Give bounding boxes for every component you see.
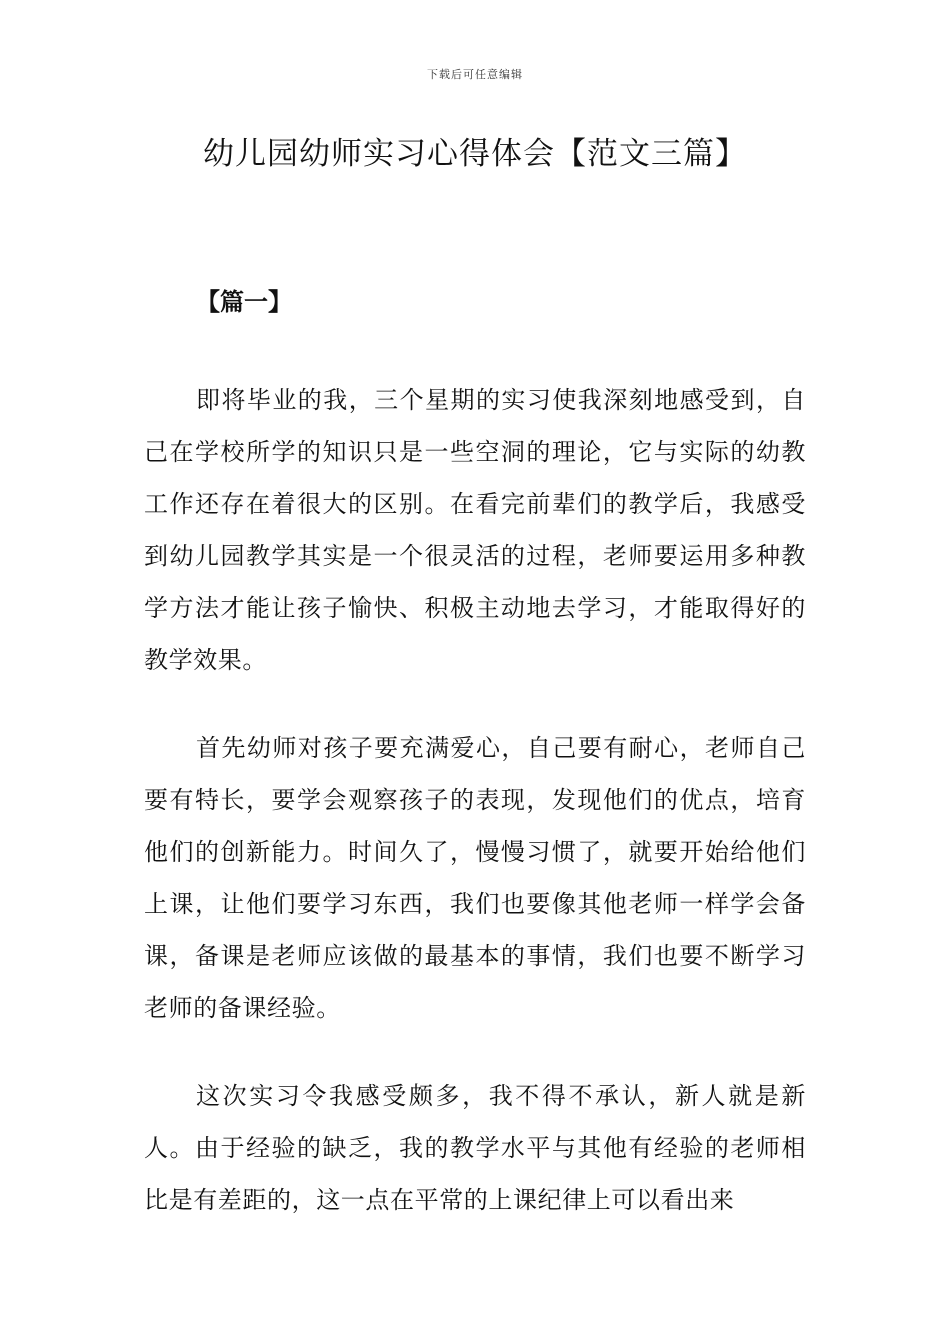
paragraph-3: 这次实习令我感受颇多，我不得不承认，新人就是新人。由于经验的缺乏，我的教学水平与其他有经验的老师相比是有差距的，这一点在平常的上课纪律上可以看出来 xyxy=(144,1082,806,1214)
header-note: 下载后可任意编辑 xyxy=(427,68,523,81)
section-heading: 【篇一】 xyxy=(196,288,292,316)
paragraph-1: 即将毕业的我，三个星期的实习使我深刻地感受到，自己在学校所学的知识只是一些空洞的理论，它与实际的幼教工作还存在着很大的区别。在看完前辈们的教学后，我感受到幼儿园教学其实是一个很灵活的过程，老师要运用多种教学方法才能让孩子愉快、积极主动地去学习，才能取得好的教学效果。 xyxy=(144,386,806,674)
paragraph-2: 首先幼师对孩子要充满爱心，自己要有耐心，老师自己要有特长，要学会观察孩子的表现，发现他们的优点，培育他们的创新能力。时间久了，慢慢习惯了，就要开始给他们上课，让他们要学习东西，我们也要像其他老师一样学会备课，备课是老师应该做的最基本的事情，我们也要不断学习老师的备课经验。 xyxy=(144,734,806,1022)
document-title: 幼儿园幼师实习心得体会【范文三篇】 xyxy=(203,136,747,172)
